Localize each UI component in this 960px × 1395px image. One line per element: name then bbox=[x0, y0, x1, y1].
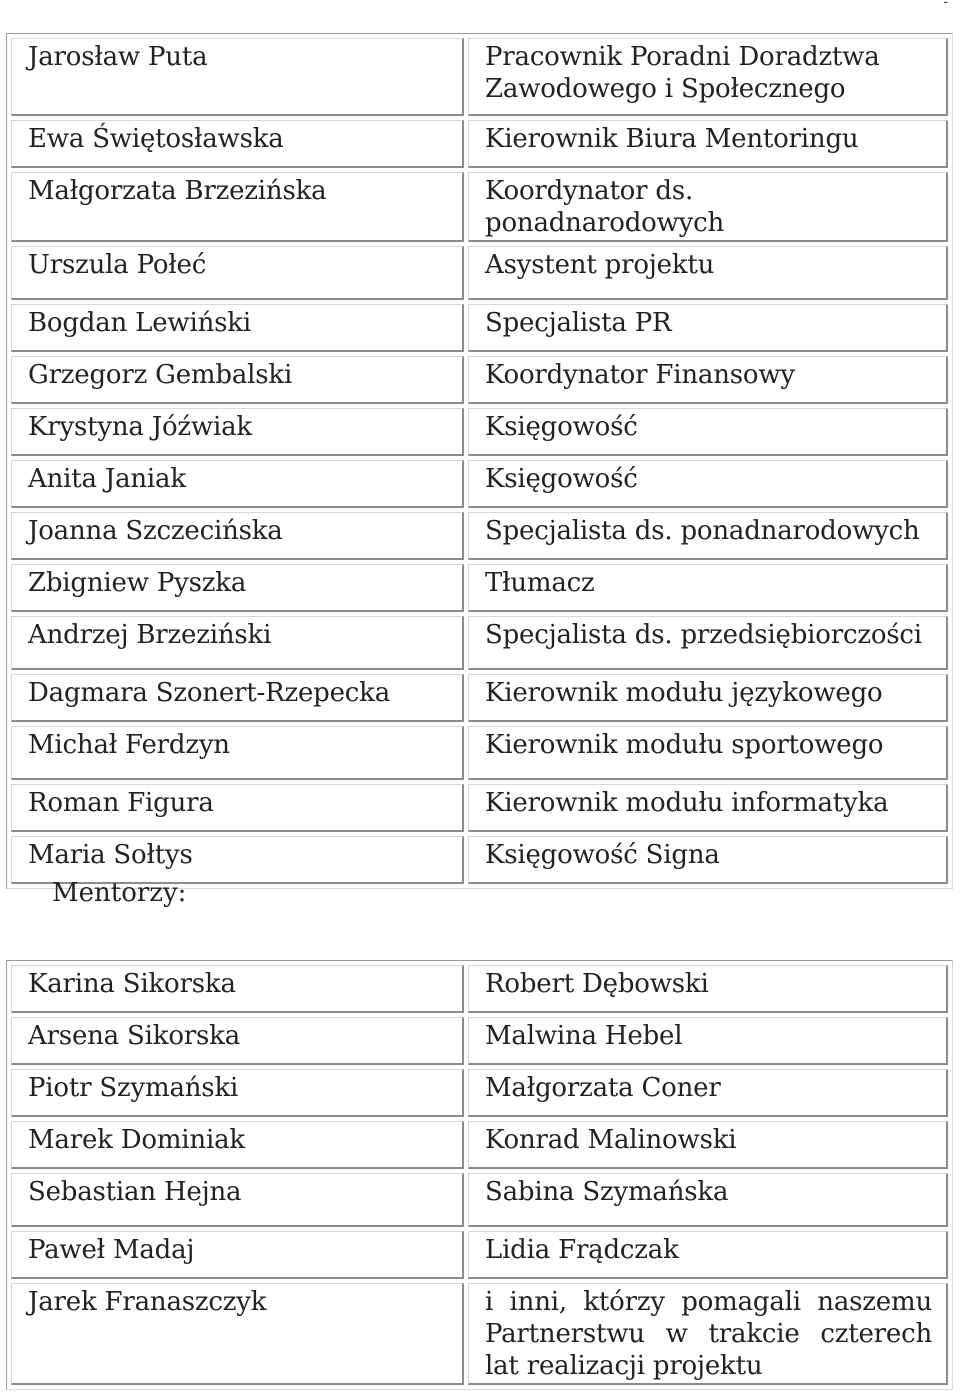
table-row bbox=[11, 356, 948, 404]
table-row bbox=[11, 616, 948, 670]
table-row bbox=[11, 1017, 948, 1065]
person-role: Księgowość Signa bbox=[468, 836, 948, 884]
corner-mark: - bbox=[943, 0, 948, 10]
person-role: Specjalista ds. przedsiębiorczości bbox=[468, 616, 948, 670]
mentors-table bbox=[6, 960, 953, 1390]
mentors-heading: Mentorzy: bbox=[52, 878, 187, 908]
table-row bbox=[11, 674, 948, 722]
person-name: Roman Figura bbox=[11, 784, 464, 832]
person-name: Zbigniew Pyszka bbox=[11, 564, 464, 612]
person-role: Kierownik Biura Mentoringu bbox=[468, 120, 948, 168]
person-name: Krystyna Jóźwiak bbox=[11, 408, 464, 456]
person-name: Dagmara Szonert-Rzepecka bbox=[11, 674, 464, 722]
person-role: Pracownik Poradni Doradztwa Zawodowego i Społecznego bbox=[468, 38, 948, 116]
table-row bbox=[11, 512, 948, 560]
person-role: Księgowość bbox=[468, 408, 948, 456]
mentor-name: Jarek Franaszczyk bbox=[11, 1283, 464, 1385]
person-role: Tłumacz bbox=[468, 564, 948, 612]
table-row bbox=[11, 38, 948, 116]
person-role: Kierownik modułu informatyka bbox=[468, 784, 948, 832]
table-row bbox=[11, 965, 948, 1013]
mentor-name: Karina Sikorska bbox=[11, 965, 464, 1013]
person-role: Kierownik modułu sportowego bbox=[468, 726, 948, 780]
mentor-note: i inni, którzy pomagali naszemu Partnerstwu w trakcie czterech lat realizacji projektu bbox=[468, 1283, 948, 1385]
person-name: Ewa Świętosławska bbox=[11, 120, 464, 168]
table-row bbox=[11, 408, 948, 456]
mentor-name: Arsena Sikorska bbox=[11, 1017, 464, 1065]
person-name: Andrzej Brzeziński bbox=[11, 616, 464, 670]
person-role: Koordynator ds. ponadnarodowych bbox=[468, 172, 948, 242]
mentor-name: Marek Dominiak bbox=[11, 1121, 464, 1169]
person-role: Asystent projektu bbox=[468, 246, 948, 300]
mentor-name: Paweł Madaj bbox=[11, 1231, 464, 1279]
person-name: Małgorzata Brzezińska bbox=[11, 172, 464, 242]
project-team-table bbox=[6, 33, 953, 889]
table-row bbox=[11, 120, 948, 168]
table-row bbox=[11, 1173, 948, 1227]
table-row bbox=[11, 726, 948, 780]
table-row bbox=[11, 1069, 948, 1117]
person-name: Michał Ferdzyn bbox=[11, 726, 464, 780]
mentor-name: Robert Dębowski bbox=[468, 965, 948, 1013]
table-row bbox=[11, 1283, 948, 1385]
table-row bbox=[11, 784, 948, 832]
table-row bbox=[11, 564, 948, 612]
person-name: Bogdan Lewiński bbox=[11, 304, 464, 352]
person-role: Specjalista PR bbox=[468, 304, 948, 352]
person-name: Urszula Połeć bbox=[11, 246, 464, 300]
person-name: Joanna Szczecińska bbox=[11, 512, 464, 560]
mentor-name: Sebastian Hejna bbox=[11, 1173, 464, 1227]
person-name: Maria Sołtys bbox=[11, 836, 464, 884]
mentor-name: Piotr Szymański bbox=[11, 1069, 464, 1117]
person-role: Kierownik modułu językowego bbox=[468, 674, 948, 722]
person-role: Specjalista ds. ponadnarodowych bbox=[468, 512, 948, 560]
table-row bbox=[11, 172, 948, 242]
person-name: Grzegorz Gembalski bbox=[11, 356, 464, 404]
mentor-name: Sabina Szymańska bbox=[468, 1173, 948, 1227]
mentor-name: Malwina Hebel bbox=[468, 1017, 948, 1065]
table-row bbox=[11, 460, 948, 508]
table-row bbox=[11, 1121, 948, 1169]
person-name: Anita Janiak bbox=[11, 460, 464, 508]
mentor-name: Konrad Malinowski bbox=[468, 1121, 948, 1169]
mentor-name: Małgorzata Coner bbox=[468, 1069, 948, 1117]
person-role: Księgowość bbox=[468, 460, 948, 508]
person-role: Koordynator Finansowy bbox=[468, 356, 948, 404]
table-row bbox=[11, 1231, 948, 1279]
person-name: Jarosław Puta bbox=[11, 38, 464, 116]
mentor-name: Lidia Frądczak bbox=[468, 1231, 948, 1279]
table-row bbox=[11, 304, 948, 352]
table-row bbox=[11, 246, 948, 300]
